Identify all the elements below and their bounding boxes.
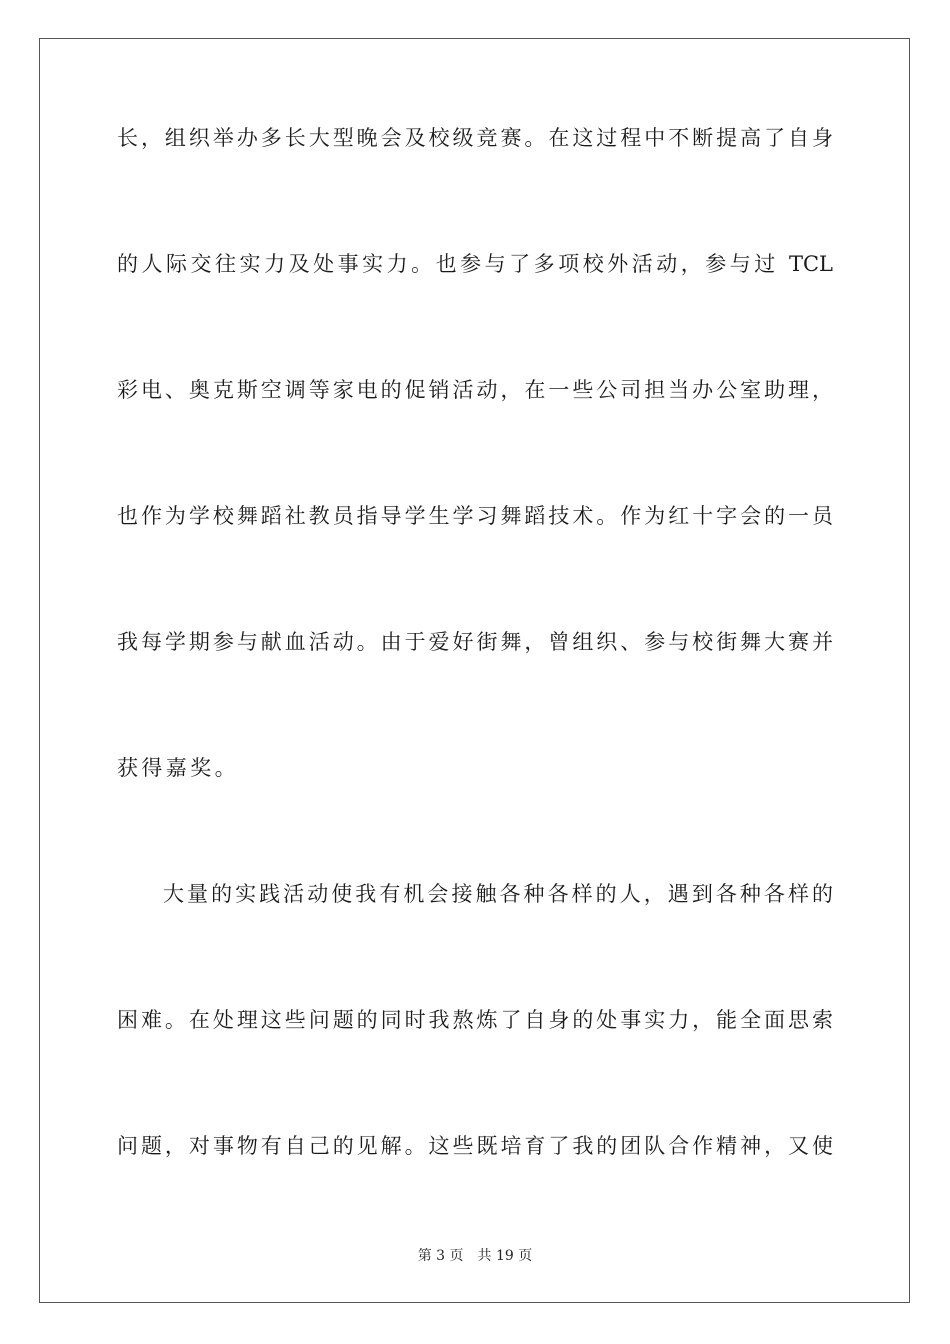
text-line-1: 长，组织举办多长大型晚会及校级竞赛。在这过程中不断提高了自身 <box>117 126 833 150</box>
text-line-7: 大量的实践活动使我有机会接触各种各样的人，遇到各种各样的 <box>163 882 833 906</box>
page-total: 共 19 页 <box>477 1248 533 1264</box>
text-line-9: 问题，对事物有自己的见解。这些既培育了我的团队合作精神，又使 <box>117 1134 833 1158</box>
document-body <box>117 118 833 1252</box>
text-line-2: 的人际交往实力及处事实力。也参与了多项校外活动，参与过 TCL <box>117 252 833 276</box>
text-line-4: 也作为学校舞蹈社教员指导学生学习舞蹈技术。作为红十字会的一员 <box>117 504 833 528</box>
text-line-5: 我每学期参与献血活动。由于爱好街舞，曾组织、参与校街舞大赛并 <box>117 630 833 654</box>
text-line-6: 获得嘉奖。 <box>117 756 239 780</box>
page-number: 第 3 页 <box>417 1248 464 1264</box>
page-footer <box>0 1246 950 1266</box>
text-line-8: 困难。在处理这些问题的同时我熬炼了自身的处事实力，能全面思索 <box>117 1008 833 1032</box>
text-line-3: 彩电、奥克斯空调等家电的促销活动，在一些公司担当办公室助理， <box>117 378 833 402</box>
